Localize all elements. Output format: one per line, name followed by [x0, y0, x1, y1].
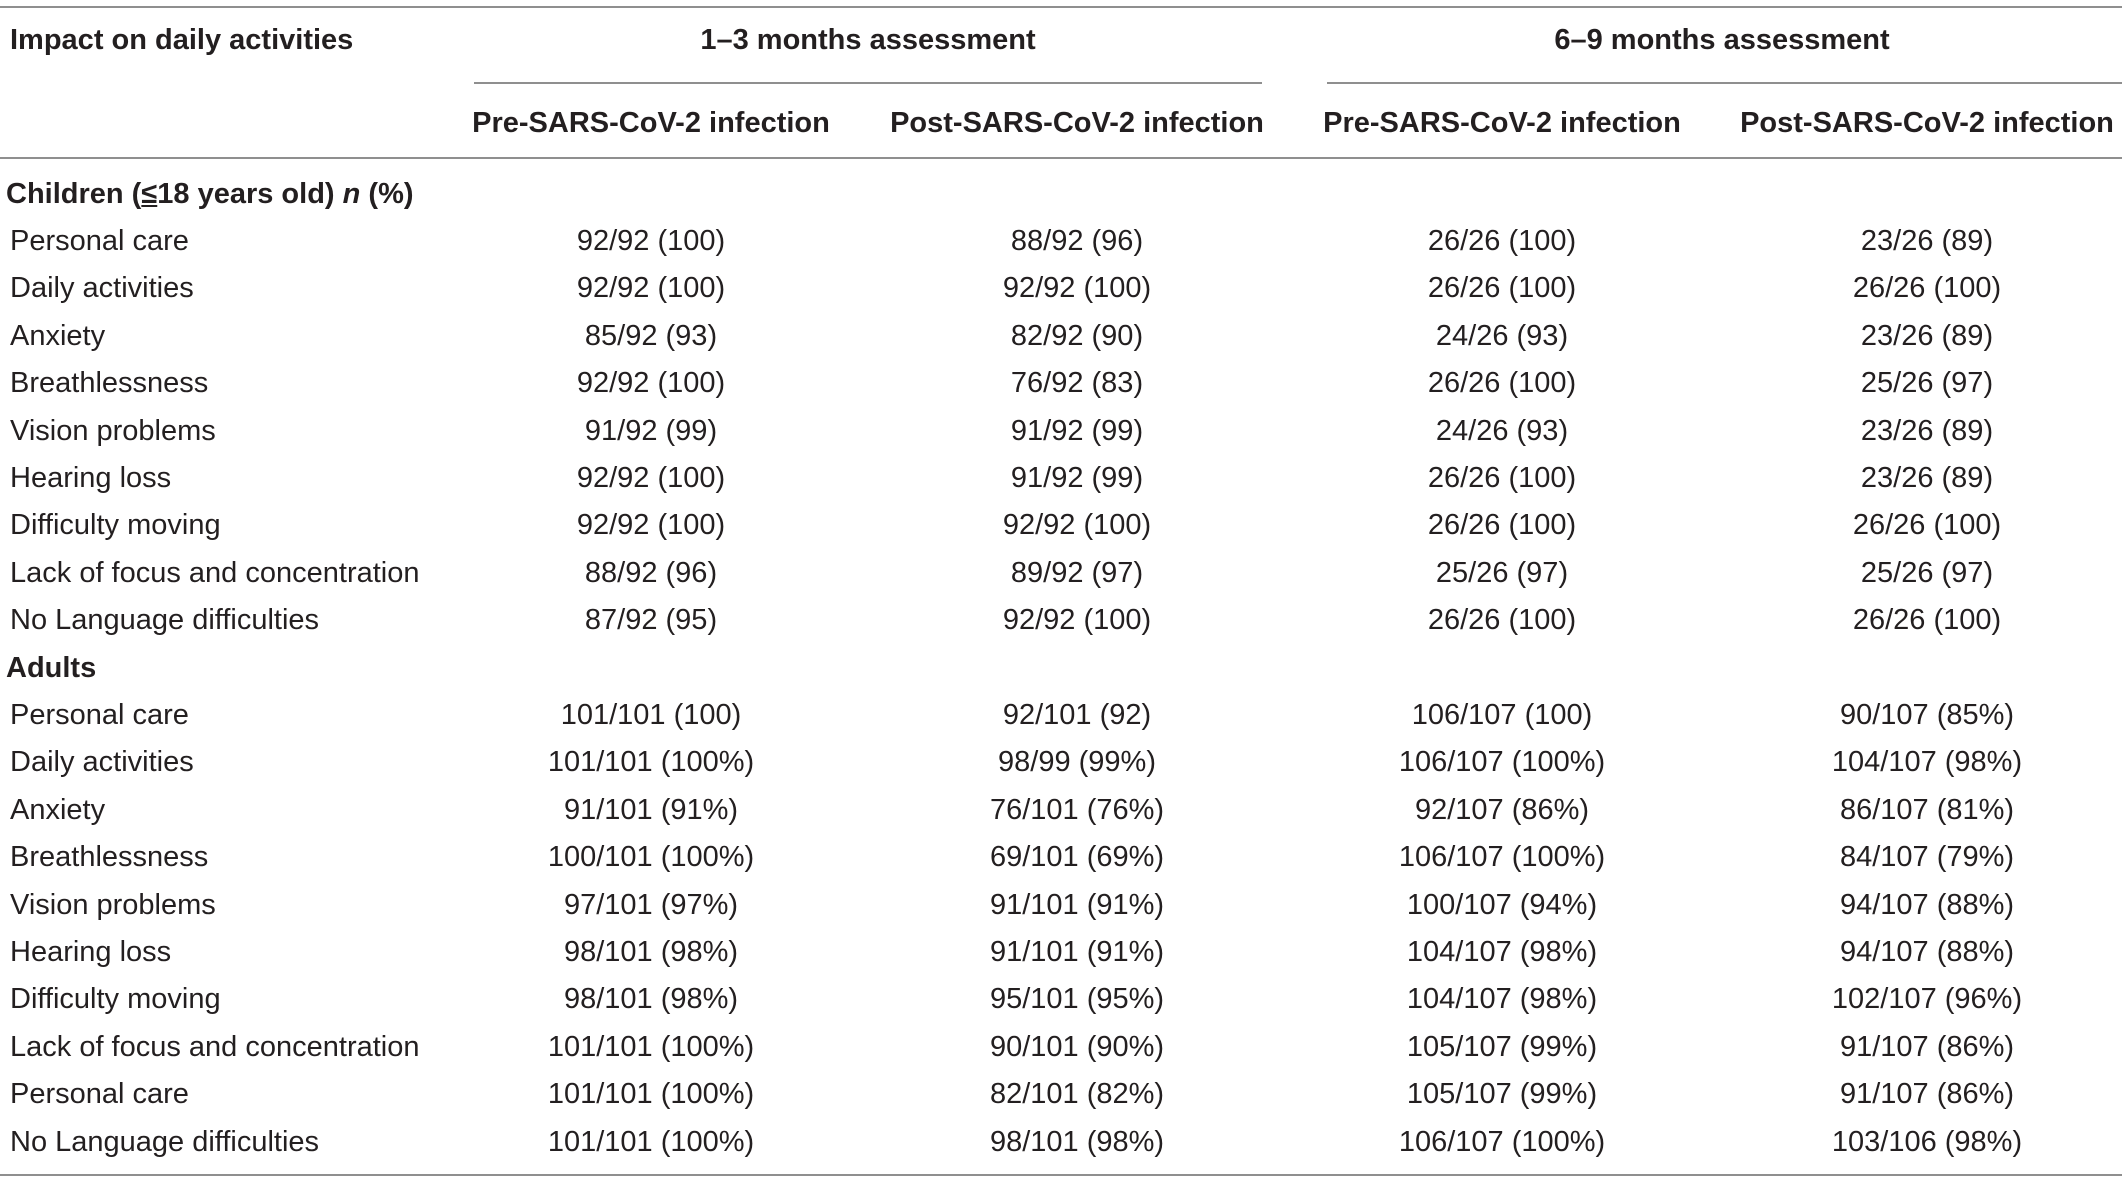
- adults-cell: 103/106 (98%): [1831, 1125, 2023, 1158]
- children-label-prefix: Children (: [6, 178, 142, 210]
- adults-cell: 86/107 (81%): [1839, 793, 2015, 826]
- children-cell: 92/92 (100): [576, 225, 726, 257]
- adults-cell: 101/101 (100%): [547, 1030, 755, 1063]
- children-row-label: Anxiety: [10, 319, 106, 352]
- adults-row-label: Personal care: [10, 699, 189, 731]
- children-cell: 23/26 (89): [1860, 414, 1994, 447]
- children-cell: 85/92 (93): [584, 319, 718, 352]
- adults-cell: 91/101 (91%): [563, 793, 739, 826]
- adults-cell: 84/107 (79%): [1839, 841, 2015, 874]
- children-cell: 23/26 (89): [1860, 462, 1994, 494]
- adults-row-label: Lack of focus and concentration: [10, 1030, 420, 1063]
- adults-row-label: No Language difficulties: [10, 1125, 320, 1158]
- adults-row-label: Breathlessness: [10, 841, 209, 874]
- children-cell: 87/92 (95): [584, 604, 718, 637]
- children-cell: 26/26 (100): [1852, 604, 2002, 637]
- children-row-label: Breathlessness: [10, 367, 209, 400]
- adults-cell: 98/101 (98%): [563, 936, 739, 968]
- adults-cell: 90/101 (90%): [989, 1030, 1165, 1063]
- children-cell: 92/92 (100): [576, 509, 726, 542]
- header-bottom-rule: [0, 157, 2122, 159]
- children-cell: 92/92 (100): [576, 367, 726, 400]
- adults-cell: 104/107 (98%): [1831, 746, 2023, 779]
- children-cell: 23/26 (89): [1860, 225, 1994, 257]
- adults-cell: 105/107 (99%): [1406, 1078, 1598, 1111]
- adults-cell: 91/101 (91%): [989, 888, 1165, 921]
- adults-cell: 82/101 (82%): [989, 1078, 1165, 1111]
- children-cell: 92/92 (100): [1002, 604, 1152, 637]
- children-cell: 92/92 (100): [576, 272, 726, 305]
- n-italic: n: [342, 178, 361, 210]
- children-cell: 82/92 (90): [1010, 319, 1144, 352]
- adults-cell: 101/101 (100%): [547, 746, 755, 779]
- column-header-post-2: Post-SARS-CoV-2 infection: [1740, 107, 2114, 139]
- adults-cell: 106/107 (100%): [1398, 1125, 1606, 1158]
- children-cell: 92/92 (100): [576, 462, 726, 494]
- adults-cell: 69/101 (69%): [989, 841, 1165, 874]
- children-cell: 25/26 (97): [1435, 556, 1569, 589]
- children-label-suffix: (%): [360, 178, 414, 210]
- column-header-pre-2: Pre-SARS-CoV-2 infection: [1323, 107, 1681, 139]
- children-cell: 25/26 (97): [1860, 367, 1994, 400]
- adults-cell: 94/107 (88%): [1839, 888, 2015, 921]
- adults-row-label: Personal care: [10, 1078, 189, 1111]
- children-row-label: No Language difficulties: [10, 604, 320, 637]
- group-1-underline: [474, 82, 1262, 84]
- children-row-label: Lack of focus and concentration: [10, 556, 420, 589]
- adults-cell: 92/107 (86%): [1414, 793, 1590, 826]
- group-header-1-3-months: 1–3 months assessment: [700, 24, 1036, 56]
- adults-cell: 98/101 (98%): [563, 983, 739, 1016]
- children-cell: 92/92 (100): [1002, 272, 1152, 305]
- children-cell: 91/92 (99): [584, 414, 718, 447]
- children-cell: 26/26 (100): [1427, 225, 1577, 257]
- adults-cell: 98/101 (98%): [989, 1125, 1165, 1158]
- children-cell: 25/26 (97): [1860, 556, 1994, 589]
- adults-cell: 106/107 (100%): [1398, 841, 1606, 874]
- adults-cell: 105/107 (99%): [1406, 1030, 1598, 1063]
- adults-cell: 97/101 (97%): [563, 888, 739, 921]
- column-header-pre-1: Pre-SARS-CoV-2 infection: [472, 107, 830, 139]
- adults-cell: 92/101 (92): [1002, 699, 1152, 731]
- adults-cell: 90/107 (85%): [1839, 699, 2015, 731]
- children-row-label: Personal care: [10, 225, 189, 257]
- adults-cell: 101/101 (100): [560, 699, 742, 731]
- bottom-rule: [0, 1174, 2122, 1176]
- children-cell: 23/26 (89): [1860, 319, 1994, 352]
- children-cell: 26/26 (100): [1427, 272, 1577, 305]
- children-cell: 24/26 (93): [1435, 414, 1569, 447]
- children-cell: 88/92 (96): [1010, 225, 1144, 257]
- adults-cell: 76/101 (76%): [989, 793, 1165, 826]
- adults-cell: 104/107 (98%): [1406, 983, 1598, 1016]
- children-section-header: [6, 176, 414, 212]
- children-row-label: Hearing loss: [10, 462, 172, 494]
- adults-cell: 91/107 (86%): [1839, 1030, 2015, 1063]
- adults-section-header: Adults: [6, 652, 97, 684]
- le-symbol: ≤: [141, 178, 158, 210]
- adults-cell: 95/101 (95%): [989, 983, 1165, 1016]
- adults-cell: 106/107 (100%): [1398, 746, 1606, 779]
- adults-row-label: Anxiety: [10, 793, 106, 826]
- adults-cell: 101/101 (100%): [547, 1125, 755, 1158]
- children-cell: 76/92 (83): [1010, 367, 1144, 400]
- row-label-header: Impact on daily activities: [10, 24, 354, 56]
- children-row-label: Vision problems: [10, 414, 216, 447]
- children-cell: 26/26 (100): [1427, 604, 1577, 637]
- adults-cell: 94/107 (88%): [1839, 936, 2015, 968]
- column-header-post-1: Post-SARS-CoV-2 infection: [890, 107, 1264, 139]
- children-cell: 24/26 (93): [1435, 319, 1569, 352]
- adults-cell: 100/107 (94%): [1406, 888, 1598, 921]
- children-label-mid: 18 years old): [157, 178, 343, 210]
- top-rule: [0, 6, 2122, 8]
- adults-cell: 100/101 (100%): [547, 841, 755, 874]
- adults-row-label: Difficulty moving: [10, 983, 221, 1016]
- children-cell: 88/92 (96): [584, 556, 718, 589]
- children-cell: 91/92 (99): [1010, 462, 1144, 494]
- adults-cell: 104/107 (98%): [1406, 936, 1598, 968]
- adults-row-label: Hearing loss: [10, 936, 172, 968]
- adults-cell: 91/101 (91%): [989, 936, 1165, 968]
- children-cell: 26/26 (100): [1852, 509, 2002, 542]
- adults-row-label: Vision problems: [10, 888, 216, 921]
- children-cell: 26/26 (100): [1427, 509, 1577, 542]
- adults-row-label: Daily activities: [10, 746, 194, 779]
- children-cell: 26/26 (100): [1852, 272, 2002, 305]
- children-cell: 92/92 (100): [1002, 509, 1152, 542]
- children-cell: 91/92 (99): [1010, 414, 1144, 447]
- adults-cell: 102/107 (96%): [1831, 983, 2023, 1016]
- children-cell: 26/26 (100): [1427, 462, 1577, 494]
- children-row-label: Difficulty moving: [10, 509, 221, 542]
- children-cell: 26/26 (100): [1427, 367, 1577, 400]
- children-row-label: Daily activities: [10, 272, 194, 305]
- adults-cell: 98/99 (99%): [998, 746, 1156, 779]
- group-header-6-9-months: 6–9 months assessment: [1554, 24, 1890, 56]
- group-2-underline: [1327, 82, 2122, 84]
- children-cell: 89/92 (97): [1010, 556, 1144, 589]
- adults-cell: 91/107 (86%): [1839, 1078, 2015, 1111]
- adults-cell: 106/107 (100): [1411, 699, 1593, 731]
- adults-cell: 101/101 (100%): [547, 1078, 755, 1111]
